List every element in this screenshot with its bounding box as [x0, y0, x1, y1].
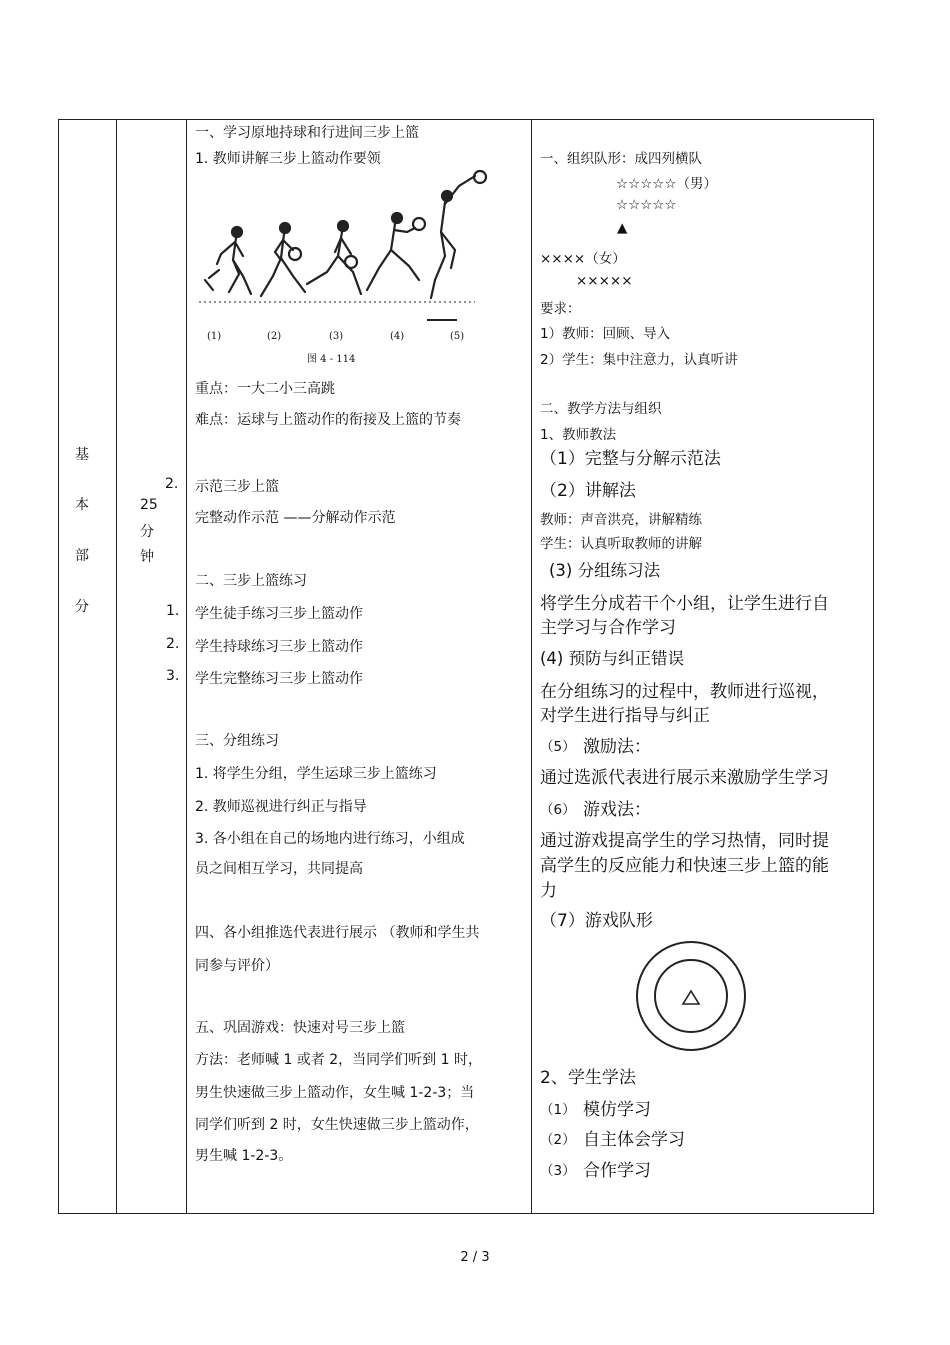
demo-title: 示范三步上篮	[195, 479, 279, 495]
list-item: 学生完整练习三步上篮动作	[195, 671, 363, 687]
method-item: （2）讲解法	[540, 481, 636, 501]
method-desc: 在分组练习的过程中，教师进行巡视，	[540, 682, 829, 702]
method-number: （6）	[540, 802, 576, 818]
method-desc: 将学生分成若干个小组，让学生进行自	[540, 594, 829, 614]
formation-row-crosses: ×××××	[576, 273, 633, 289]
method-number: （1）	[540, 1102, 576, 1118]
figure-label: (3)	[329, 331, 344, 342]
list-item: 2. 教师巡视进行纠正与指导	[195, 799, 367, 815]
figure-label: (1)	[207, 331, 222, 342]
learning-method: 模仿学习	[583, 1100, 651, 1120]
learning-method: 自主体会学习	[583, 1130, 685, 1150]
list-item: 学生持球练习三步上篮动作	[195, 639, 363, 655]
method-desc: 力	[540, 881, 557, 901]
column-divider	[116, 120, 117, 1213]
demo-desc: 完整动作示范 ——分解动作示范	[195, 510, 396, 526]
game-formation-diagram	[635, 940, 747, 1052]
sub-item-number: 1.	[166, 603, 180, 619]
game-rule-line: 男生喊 1-2-3。	[195, 1148, 293, 1164]
section-heading: 四、各小组推选代表进行展示 （教师和学生共	[195, 925, 480, 941]
method-item: 游戏法：	[583, 800, 651, 820]
method-item: （7）游戏队形	[540, 911, 653, 931]
figure-caption: 图 4 - 114	[307, 354, 356, 365]
section-label-char: 分	[75, 599, 89, 615]
sub-item-number: 2.	[166, 636, 180, 652]
section-heading: 二、教学方法与组织	[540, 401, 662, 417]
list-item: 1. 将学生分组，学生运球三步上篮练习	[195, 766, 437, 782]
learning-method: 合作学习	[583, 1161, 651, 1181]
teacher-marker: ▲	[617, 220, 628, 236]
key-point: 重点：一大二小三高跳	[195, 381, 335, 397]
subheading: 1、教师教法	[540, 427, 617, 443]
formation-row-female: ××××（女）	[540, 251, 626, 267]
formation-row-male: ☆☆☆☆☆（男）	[616, 176, 718, 192]
figure-label: (4)	[390, 331, 405, 342]
method-item: 激励法：	[583, 737, 651, 757]
time-item-number: 2.	[165, 476, 179, 492]
section-heading: 五、巩固游戏：快速对号三步上篮	[195, 1020, 405, 1036]
section-label-char: 部	[75, 548, 89, 564]
section-heading: 二、三步上篮练习	[195, 573, 307, 589]
time-unit: 分	[140, 524, 154, 540]
time-unit: 钟	[140, 549, 154, 565]
list-item: 员之间相互学习，共同提高	[195, 861, 363, 877]
method-item: (3) 分组练习法	[549, 561, 661, 580]
method-item: （1）完整与分解示范法	[540, 449, 721, 469]
requirement: 2）学生：集中注意力，认真听讲	[540, 352, 738, 368]
teacher-note: 教师：声音洪亮，讲解精练	[540, 512, 702, 528]
sub-item-number: 3.	[166, 668, 180, 684]
method-number: （3）	[540, 1163, 576, 1179]
subheading: 2、学生学法	[540, 1068, 636, 1088]
section-heading-cont: 同参与评价）	[195, 958, 279, 974]
method-desc: 通过游戏提高学生的学习热情，同时提	[540, 831, 829, 851]
game-rule-line: 男生快速做三步上篮动作，女生喊 1-2-3；当	[195, 1085, 475, 1101]
time-minutes: 25	[140, 497, 158, 513]
method-desc: 高学生的反应能力和快速三步上篮的能	[540, 856, 829, 876]
section-heading: 一、学习原地持球和行进间三步上篮	[195, 125, 419, 141]
list-item: 3. 各小组在自己的场地内进行练习，小组成	[195, 831, 465, 847]
method-item: (4) 预防与纠正错误	[540, 649, 685, 668]
game-rule-line: 方法：老师喊 1 或者 2，当同学们听到 1 时，	[195, 1052, 482, 1068]
section-heading: 三、分组练习	[195, 733, 279, 749]
page-number: 2 / 3	[460, 1250, 490, 1265]
student-note: 学生：认真听取教师的讲解	[540, 536, 702, 552]
column-divider	[531, 120, 532, 1213]
formation-row-stars: ☆☆☆☆☆	[616, 197, 677, 213]
list-item: 学生徒手练习三步上篮动作	[195, 606, 363, 622]
list-item: 1. 教师讲解三步上篮动作要领	[195, 151, 381, 167]
method-desc: 通过选派代表进行展示来激励学生学习	[540, 768, 829, 788]
difficulty: 难点：运球与上篮动作的衔接及上篮的节奏	[195, 412, 461, 428]
teacher-triangle-icon	[683, 991, 699, 1004]
org-title: 一、组织队形：成四列横队	[540, 151, 702, 167]
method-desc: 对学生进行指导与纠正	[540, 706, 710, 726]
section-label-char: 基	[75, 447, 89, 463]
method-desc: 主学习与合作学习	[540, 618, 676, 638]
game-rule-line: 同学们听到 2 时，女生快速做三步上篮动作，	[195, 1117, 479, 1133]
requirements-title: 要求：	[540, 301, 581, 317]
method-number: （5）	[540, 739, 576, 755]
column-divider	[186, 120, 187, 1213]
layup-sequence-figure	[195, 168, 495, 368]
figure-label: (5)	[450, 331, 465, 342]
figure-label: (2)	[267, 331, 282, 342]
method-number: （2）	[540, 1132, 576, 1148]
section-label-char: 本	[75, 497, 89, 513]
requirement: 1）教师：回顾、导入	[540, 326, 671, 342]
